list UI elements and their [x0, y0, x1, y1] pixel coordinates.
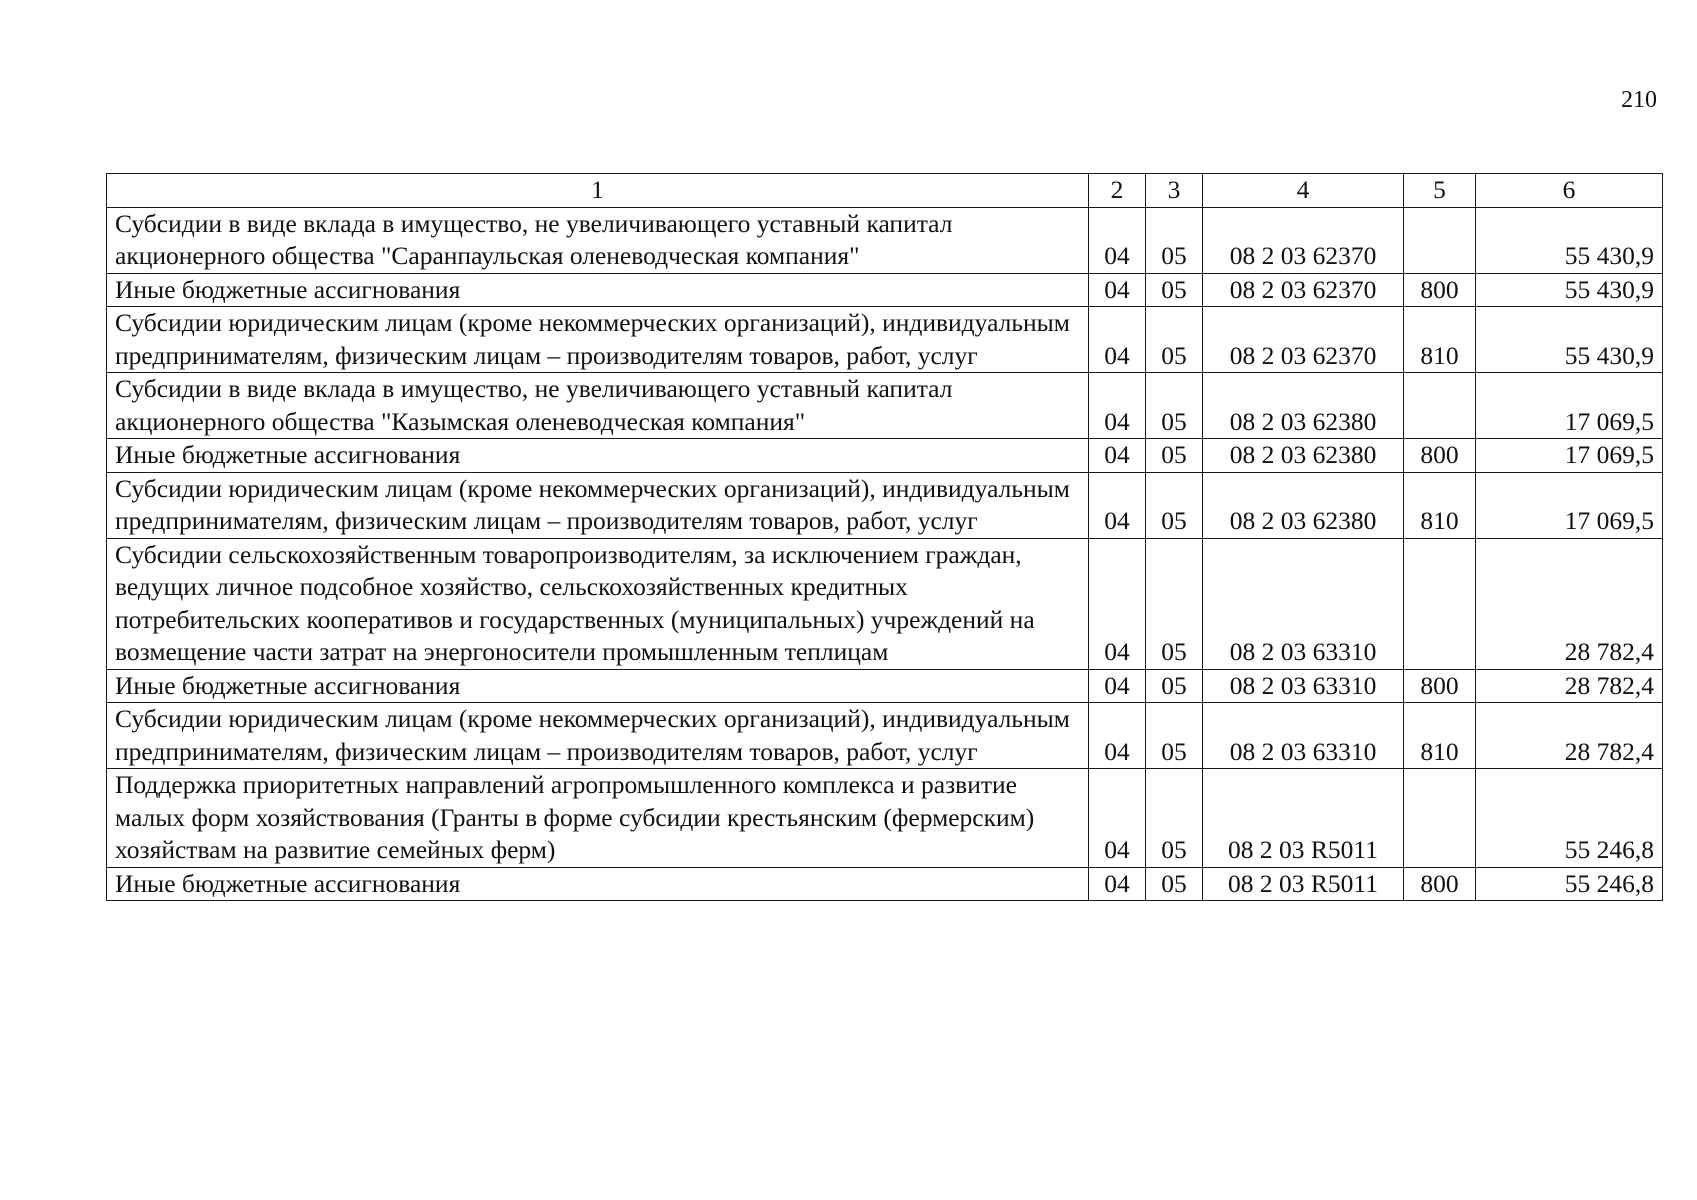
table-row: [107, 669, 1663, 703]
column-header: 2: [1089, 174, 1146, 208]
row-subsection: 05: [1146, 307, 1203, 373]
row-section: 04: [1089, 273, 1146, 307]
row-expense-type: 810: [1404, 703, 1476, 769]
row-subsection: 05: [1146, 703, 1203, 769]
column-header: 3: [1146, 174, 1203, 208]
row-target-code: 08 2 03 62380: [1203, 472, 1404, 538]
row-name: Иные бюджетные ассигнования: [107, 273, 1089, 307]
row-amount: 55 246,8: [1476, 769, 1663, 868]
row-target-code: 08 2 03 62380: [1203, 439, 1404, 473]
row-section: 04: [1089, 472, 1146, 538]
row-subsection: 05: [1146, 439, 1203, 473]
row-name: Иные бюджетные ассигнования: [107, 867, 1089, 901]
row-section: 04: [1089, 207, 1146, 273]
row-amount: 28 782,4: [1476, 669, 1663, 703]
row-section: 04: [1089, 373, 1146, 439]
row-expense-type: [1404, 373, 1476, 439]
row-amount: 55 430,9: [1476, 207, 1663, 273]
row-name: Субсидии в виде вклада в имущество, не увеличивающего уставный капитал акционерного общества "Казымская оленеводческая компания": [107, 373, 1089, 439]
table-row: [107, 373, 1663, 439]
row-subsection: 05: [1146, 373, 1203, 439]
table-row: [107, 472, 1663, 538]
row-name: Поддержка приоритетных направлений агропромышленного комплекса и развитие малых форм хозяйствования (Гранты в форме субсидии крестьянским (фермерским) хозяйствам на развитие семейных ферм): [107, 769, 1089, 868]
row-target-code: 08 2 03 62370: [1203, 207, 1404, 273]
row-expense-type: 800: [1404, 439, 1476, 473]
row-section: 04: [1089, 538, 1146, 669]
row-target-code: 08 2 03 62370: [1203, 273, 1404, 307]
row-target-code: 08 2 03 R5011: [1203, 867, 1404, 901]
row-amount: 55 430,9: [1476, 307, 1663, 373]
row-amount: 55 246,8: [1476, 867, 1663, 901]
row-section: 04: [1089, 439, 1146, 473]
row-section: 04: [1089, 669, 1146, 703]
row-subsection: 05: [1146, 867, 1203, 901]
row-expense-type: 810: [1404, 472, 1476, 538]
row-target-code: 08 2 03 63310: [1203, 538, 1404, 669]
row-name: Субсидии юридическим лицам (кроме некоммерческих организаций), индивидуальным предпринимателям, физическим лицам – производителям товаров, работ, услуг: [107, 307, 1089, 373]
row-target-code: 08 2 03 63310: [1203, 703, 1404, 769]
row-amount: 55 430,9: [1476, 273, 1663, 307]
column-header: 6: [1476, 174, 1663, 208]
row-expense-type: [1404, 538, 1476, 669]
page-number: 210: [1621, 87, 1657, 113]
row-subsection: 05: [1146, 538, 1203, 669]
table-row: [107, 769, 1663, 868]
row-section: 04: [1089, 307, 1146, 373]
row-amount: 17 069,5: [1476, 472, 1663, 538]
table-row: [107, 439, 1663, 473]
row-name: Субсидии юридическим лицам (кроме некоммерческих организаций), индивидуальным предпринимателям, физическим лицам – производителям товаров, работ, услуг: [107, 703, 1089, 769]
row-amount: 28 782,4: [1476, 538, 1663, 669]
table-row: [107, 207, 1663, 273]
row-subsection: 05: [1146, 273, 1203, 307]
row-name: Субсидии в виде вклада в имущество, не увеличивающего уставный капитал акционерного общества "Саранпаульская оленеводческая компания": [107, 207, 1089, 273]
table-row: [107, 867, 1663, 901]
table-row: [107, 273, 1663, 307]
row-amount: 17 069,5: [1476, 439, 1663, 473]
row-target-code: 08 2 03 62380: [1203, 373, 1404, 439]
table-row: [107, 307, 1663, 373]
budget-table: [106, 173, 1663, 901]
row-expense-type: 810: [1404, 307, 1476, 373]
row-target-code: 08 2 03 62370: [1203, 307, 1404, 373]
row-name: Иные бюджетные ассигнования: [107, 439, 1089, 473]
row-expense-type: 800: [1404, 867, 1476, 901]
row-section: 04: [1089, 769, 1146, 868]
row-name: Субсидии юридическим лицам (кроме некоммерческих организаций), индивидуальным предпринимателям, физическим лицам – производителям товаров, работ, услуг: [107, 472, 1089, 538]
row-name: Иные бюджетные ассигнования: [107, 669, 1089, 703]
row-amount: 28 782,4: [1476, 703, 1663, 769]
column-header: 5: [1404, 174, 1476, 208]
row-expense-type: 800: [1404, 273, 1476, 307]
row-expense-type: [1404, 207, 1476, 273]
row-section: 04: [1089, 703, 1146, 769]
row-amount: 17 069,5: [1476, 373, 1663, 439]
row-name: Субсидии сельскохозяйственным товаропроизводителям, за исключением граждан, ведущих личное подсобное хозяйство, сельскохозяйственных кредитных потребительских кооперативов и государственных (муниципальных) учреждений на возмещение части затрат на энергоносители промышленным теплицам: [107, 538, 1089, 669]
row-target-code: 08 2 03 R5011: [1203, 769, 1404, 868]
header-row: [107, 174, 1663, 208]
row-subsection: 05: [1146, 669, 1203, 703]
row-expense-type: 800: [1404, 669, 1476, 703]
table-row: [107, 538, 1663, 669]
row-expense-type: [1404, 769, 1476, 868]
row-section: 04: [1089, 867, 1146, 901]
row-subsection: 05: [1146, 207, 1203, 273]
column-header: 4: [1203, 174, 1404, 208]
row-target-code: 08 2 03 63310: [1203, 669, 1404, 703]
column-header: 1: [107, 174, 1089, 208]
row-subsection: 05: [1146, 769, 1203, 868]
row-subsection: 05: [1146, 472, 1203, 538]
table-row: [107, 703, 1663, 769]
